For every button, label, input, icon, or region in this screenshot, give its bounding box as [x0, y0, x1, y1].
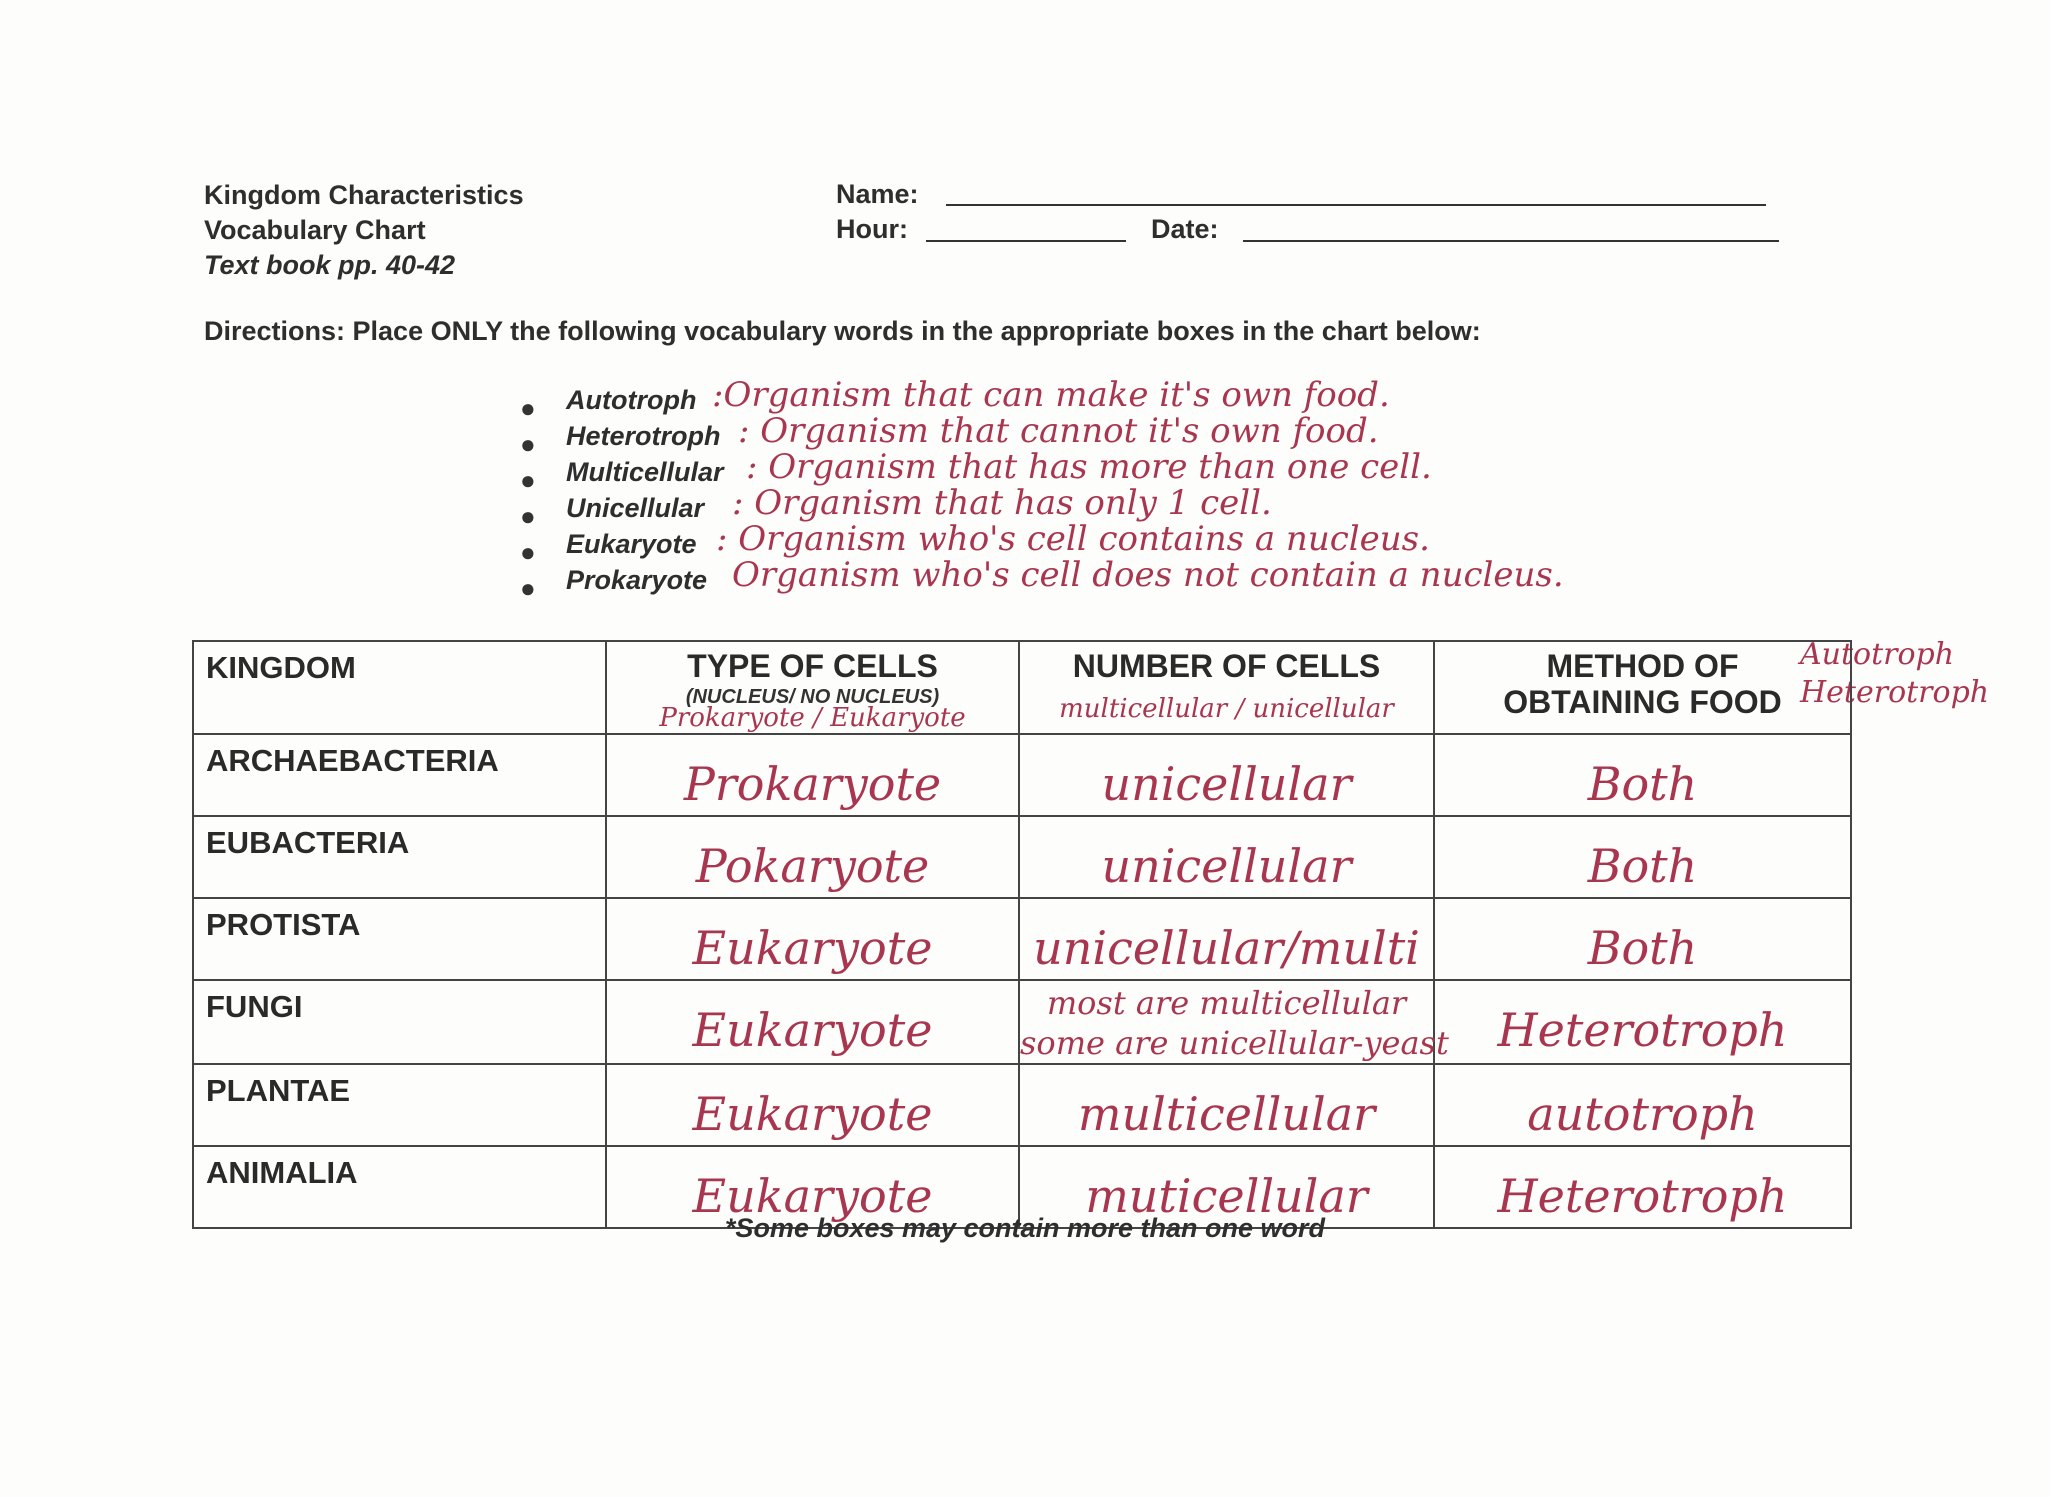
cell-method: Both — [1587, 839, 1698, 893]
vocab-term: Multicellular — [566, 457, 724, 487]
margin-note-autotroph: Autotroph — [1800, 637, 1955, 672]
cell-method: Both — [1587, 921, 1698, 975]
bullet-icon: ● — [520, 393, 536, 423]
cell-number: multicellular — [1077, 1087, 1376, 1141]
cell-number: unicellular — [1101, 839, 1352, 893]
hour-label: Hour: — [836, 214, 908, 244]
cell-method: Heterotroph — [1497, 1003, 1788, 1057]
table-row — [193, 980, 1851, 1064]
kingdom-name: ANIMALIA — [206, 1155, 358, 1190]
bullet-icon: ● — [520, 465, 536, 495]
name-label: Name: — [836, 179, 919, 209]
table-row — [193, 1064, 1851, 1146]
cell-method: autotroph — [1527, 1087, 1758, 1141]
header-method-of-food: METHOD OF OBTAINING FOOD — [1434, 641, 1851, 734]
hour-line — [926, 240, 1126, 242]
header-kingdom: KINGDOM — [193, 641, 606, 734]
vocab-term: Heterotroph — [566, 421, 721, 451]
cell-type: Eukaryote — [692, 1169, 933, 1223]
vocab-definition: : Organism that has more than one cell. — [746, 447, 1432, 487]
worksheet-title: Kingdom Characteristics — [204, 180, 524, 210]
vocab-definition: Organism who's cell does not contain a nucleus. — [732, 555, 1564, 595]
header-number-of-cells: NUMBER OF CELLS multicellular / unicellular — [1019, 641, 1434, 734]
cell-number: unicellular — [1101, 757, 1352, 811]
date-line — [1243, 240, 1779, 242]
cell-type: Pokaryote — [695, 839, 930, 893]
vocab-term: Eukaryote — [566, 529, 697, 559]
vocab-definition: :Organism that can make it's own food. — [712, 375, 1390, 415]
cell-type: Prokaryote — [683, 757, 942, 811]
cell-number: muticellular — [1085, 1169, 1368, 1223]
cell-type: Eukaryote — [692, 1003, 933, 1057]
vocab-term: Autotroph — [566, 385, 697, 415]
kingdom-name: EUBACTERIA — [206, 825, 410, 860]
cell-number-line2: some are unicellular-yeast — [1020, 1024, 1449, 1062]
cell-method: Heterotroph — [1497, 1169, 1788, 1223]
vocab-definition: : Organism that cannot it's own food. — [738, 411, 1379, 451]
table-row — [193, 734, 1851, 816]
kingdom-name: PLANTAE — [206, 1073, 351, 1108]
cell-type: Eukaryote — [692, 921, 933, 975]
bullet-icon: ● — [520, 573, 536, 603]
vocab-definition: : Organism that has only 1 cell. — [732, 483, 1272, 523]
margin-note-heterotroph: Heterotroph — [1800, 675, 1990, 710]
table-row — [193, 816, 1851, 898]
worksheet-subtitle: Vocabulary Chart — [204, 215, 426, 245]
header-number-handwriting: multicellular / unicellular — [1059, 694, 1394, 724]
cell-number: unicellular/multi — [1033, 921, 1420, 975]
bullet-icon: ● — [520, 429, 536, 459]
date-label: Date: — [1151, 214, 1219, 244]
kingdom-chart — [192, 640, 1852, 1229]
directions-text: Directions: Place ONLY the following vocabulary words in the appropriate boxes in the chart below: — [204, 316, 1481, 346]
name-line — [946, 204, 1766, 206]
kingdom-name: ARCHAEBACTERIA — [206, 743, 499, 778]
vocab-term: Prokaryote — [566, 565, 708, 595]
vocab-definition: : Organism who's cell contains a nucleus. — [716, 519, 1430, 559]
kingdom-name: PROTISTA — [206, 907, 361, 942]
header-type-of-cells: TYPE OF CELLS (NUCLEUS/ NO NUCLEUS) Prokaryote / Eukaryote — [606, 641, 1019, 734]
table-row — [193, 898, 1851, 980]
textbook-pages: Text book pp. 40-42 — [204, 250, 456, 280]
cell-number-line1: most are multicellular — [1046, 984, 1407, 1022]
bullet-icon: ● — [520, 537, 536, 567]
cell-method: Both — [1587, 757, 1698, 811]
header-type-handwriting: Prokaryote / Eukaryote — [659, 703, 966, 733]
table-header-row — [193, 641, 1851, 734]
vocab-term: Unicellular — [566, 493, 705, 523]
footnote: *Some boxes may contain more than one word — [724, 1213, 1326, 1243]
bullet-icon: ● — [520, 501, 536, 531]
kingdom-name: FUNGI — [206, 989, 303, 1024]
cell-type: Eukaryote — [692, 1087, 933, 1141]
